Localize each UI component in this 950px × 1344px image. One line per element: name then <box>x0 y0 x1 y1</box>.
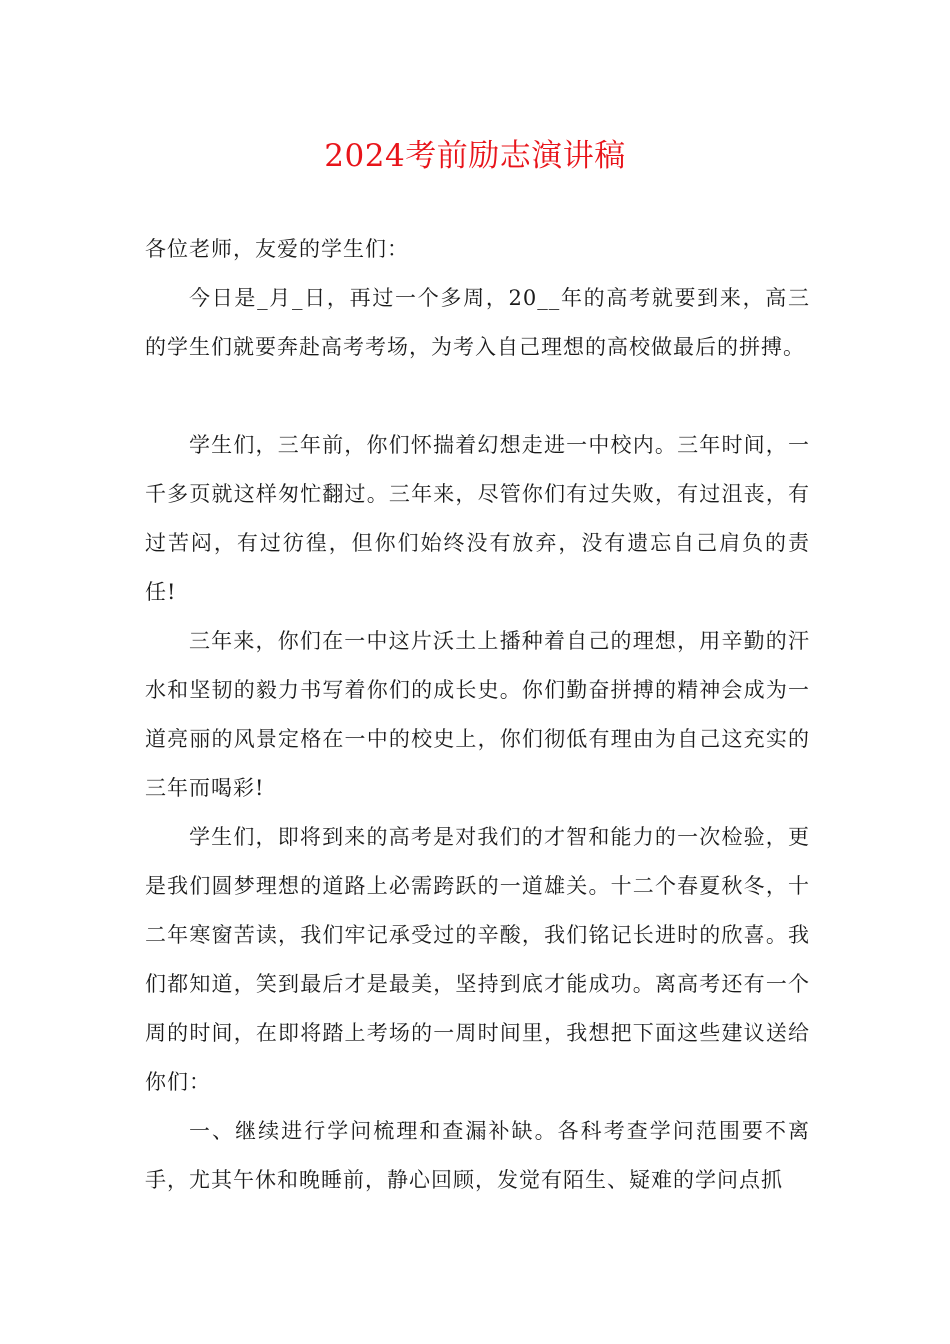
paragraph-2: 学生们，三年前，你们怀揣着幻想走进一中校内。三年时间，一千多页就这样匆忙翻过。三年来，尽管你们有过失败，有过沮丧，有过苦闷，有过彷徨，但你们始终没有放弃，没有遗忘自己肩负的责任! <box>145 433 810 604</box>
document-title: 2024考前励志演讲稿 <box>324 138 626 174</box>
paragraph-1: 今日是_月_日，再过一个多周，20__年的高考就要到来，高三的学生们就要奔赴高考考场，为考入自己理想的高校做最后的拼搏。 <box>145 286 810 359</box>
document-body <box>145 225 810 1205</box>
salutation: 各位老师，友爱的学生们： <box>145 237 409 261</box>
paragraph-3: 三年来，你们在一中这片沃土上播种着自己的理想，用辛勤的汗水和坚韧的毅力书写着你们的成长史。你们勤奋拼搏的精神会成为一道亮丽的风景定格在一中的校史上，你们彻低有理由为自己这充实的三年而喝彩! <box>145 629 810 800</box>
paragraph-5: 一、继续进行学问梳理和查漏补缺。各科考查学问范围要不离手，尤其午休和晚睡前，静心回顾，发觉有陌生、疑难的学问点抓 <box>145 1119 810 1192</box>
paragraph-4: 学生们，即将到来的高考是对我们的才智和能力的一次检验，更是我们圆梦理想的道路上必需跨跃的一道雄关。十二个春夏秋冬，十二年寒窗苦读，我们牢记承受过的辛酸，我们铭记长进时的欣喜。我们都知道，笑到最后才是最美，坚持到底才能成功。离高考还有一个周的时间，在即将踏上考场的一周时间里，我想把下面这些建议送给你们： <box>145 825 810 1094</box>
